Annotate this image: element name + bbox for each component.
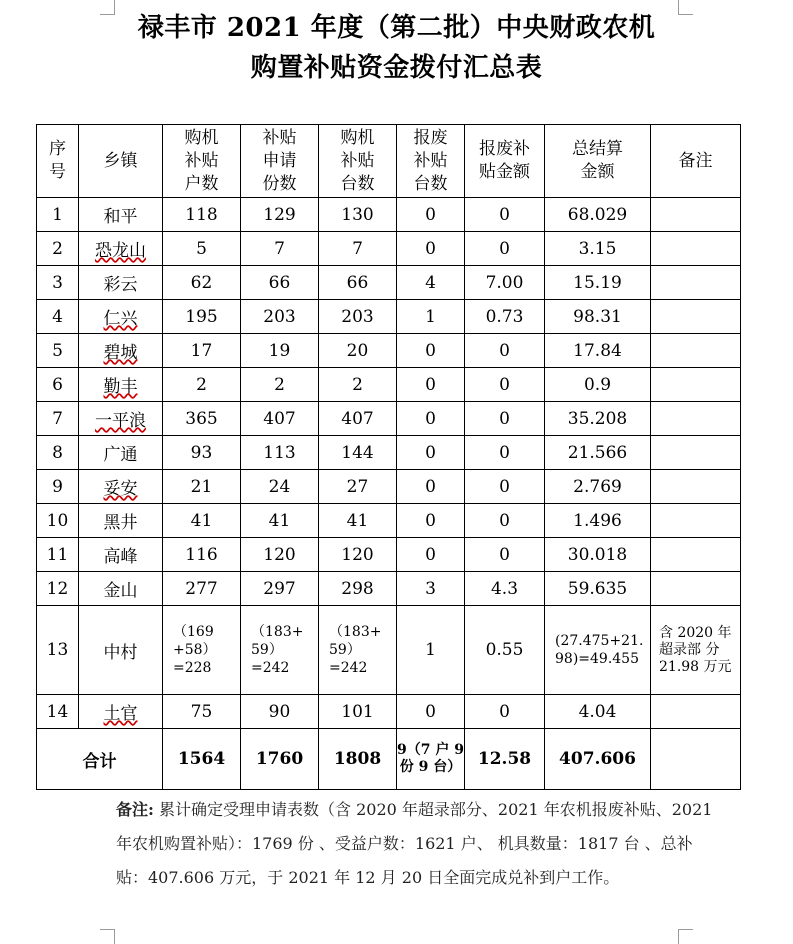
table-cell bbox=[651, 368, 741, 402]
subsidy-summary-table bbox=[36, 124, 741, 790]
column-header-text: 总结算 bbox=[572, 139, 623, 159]
table-cell: 0 bbox=[397, 504, 465, 538]
column-header-text: 补贴 bbox=[184, 150, 219, 171]
column-header-text: 金额 bbox=[580, 162, 615, 182]
table-cell: 7.00 bbox=[465, 266, 545, 300]
column-header bbox=[651, 125, 741, 198]
table-cell: 7 bbox=[319, 232, 397, 266]
total-cell: 12.58 bbox=[465, 729, 545, 790]
page-corner-mark bbox=[100, 929, 115, 944]
table-cell: 恐龙山 bbox=[79, 232, 163, 266]
table-cell: 0 bbox=[465, 695, 545, 729]
table-cell: 1.496 bbox=[545, 504, 651, 538]
table-cell: 2 bbox=[241, 368, 319, 402]
table-cell: 27 bbox=[319, 470, 397, 504]
column-header-text: 购机 bbox=[340, 127, 375, 148]
table-cell: 0 bbox=[465, 232, 545, 266]
column-header-text: 补贴 bbox=[413, 150, 448, 171]
table-cell: 41 bbox=[163, 504, 241, 538]
table-cell: 彩云 bbox=[79, 266, 163, 300]
table-cell: 0 bbox=[465, 368, 545, 402]
table-cell: 妥安 bbox=[79, 470, 163, 504]
document-title bbox=[0, 8, 793, 88]
column-header-text: 补贴 bbox=[340, 150, 375, 171]
table-cell: 0 bbox=[397, 695, 465, 729]
column-header-text: 报废 bbox=[413, 127, 448, 148]
column-header-text: 申请 bbox=[262, 150, 297, 171]
table-cell: 4 bbox=[397, 266, 465, 300]
table-cell: 144 bbox=[319, 436, 397, 470]
table-cell: 98.31 bbox=[545, 300, 651, 334]
table-row bbox=[37, 436, 741, 470]
table-cell: 277 bbox=[163, 572, 241, 606]
table-header-row bbox=[37, 125, 741, 198]
table-cell: 0.73 bbox=[465, 300, 545, 334]
column-header-text: 乡镇 bbox=[103, 150, 138, 171]
table-cell: 62 bbox=[163, 266, 241, 300]
column-header bbox=[465, 125, 545, 198]
table-cell: 90 bbox=[241, 695, 319, 729]
table-cell: 0.9 bbox=[545, 368, 651, 402]
table-cell: 广通 bbox=[79, 436, 163, 470]
column-header-text: 购机 bbox=[184, 127, 219, 148]
column-header-text: 台数 bbox=[413, 173, 448, 194]
column-header bbox=[79, 125, 163, 198]
table-cell: 3 bbox=[37, 266, 79, 300]
footnote bbox=[116, 793, 716, 895]
table-row bbox=[37, 266, 741, 300]
table-cell bbox=[651, 572, 741, 606]
table-cell: 14 bbox=[37, 695, 79, 729]
table-cell: 含 2020 年超录部 分 21.98 万元 bbox=[651, 606, 741, 695]
column-header-text: 贴金额 bbox=[479, 162, 530, 182]
title-line-1: 禄丰市 2021 年度（第二批）中央财政农机 bbox=[137, 13, 656, 43]
table-cell bbox=[651, 266, 741, 300]
table-cell: 30.018 bbox=[545, 538, 651, 572]
table-cell: 4.04 bbox=[545, 695, 651, 729]
table-cell: 3 bbox=[397, 572, 465, 606]
table-cell: 土官 bbox=[79, 695, 163, 729]
total-cell: 合计 bbox=[37, 729, 163, 790]
table-cell: 金山 bbox=[79, 572, 163, 606]
table-cell: 75 bbox=[163, 695, 241, 729]
table-cell: 365 bbox=[163, 402, 241, 436]
table-cell: 3.15 bbox=[545, 232, 651, 266]
table-cell: 11 bbox=[37, 538, 79, 572]
title-line-2: 购置补贴资金拨付汇总表 bbox=[250, 53, 543, 83]
table-cell: 0 bbox=[397, 198, 465, 232]
table-cell: 0 bbox=[397, 232, 465, 266]
total-cell: 9（7 户 9 份 9 台） bbox=[397, 729, 465, 790]
table-cell: 0 bbox=[465, 436, 545, 470]
column-header-text: 报废补 bbox=[479, 139, 530, 159]
table-cell: 0 bbox=[397, 470, 465, 504]
total-cell bbox=[651, 729, 741, 790]
table-cell bbox=[651, 402, 741, 436]
table-cell: 203 bbox=[241, 300, 319, 334]
total-cell: 1760 bbox=[241, 729, 319, 790]
table-cell bbox=[651, 504, 741, 538]
table-cell: 0 bbox=[465, 504, 545, 538]
table-row bbox=[37, 300, 741, 334]
table-cell: 129 bbox=[241, 198, 319, 232]
table-cell: 195 bbox=[163, 300, 241, 334]
table-cell: 59.635 bbox=[545, 572, 651, 606]
table-cell: 0 bbox=[465, 334, 545, 368]
table-cell: 黑井 bbox=[79, 504, 163, 538]
table-cell: 113 bbox=[241, 436, 319, 470]
table-cell: 0 bbox=[397, 402, 465, 436]
table-cell bbox=[651, 334, 741, 368]
table-cell: 21.566 bbox=[545, 436, 651, 470]
table-cell: 5 bbox=[163, 232, 241, 266]
table-cell: 20 bbox=[319, 334, 397, 368]
table-cell: 2 bbox=[37, 232, 79, 266]
table-cell: 118 bbox=[163, 198, 241, 232]
table-row bbox=[37, 232, 741, 266]
table-cell bbox=[651, 198, 741, 232]
table-row bbox=[37, 606, 741, 695]
table-cell: 120 bbox=[241, 538, 319, 572]
column-header bbox=[241, 125, 319, 198]
table-row bbox=[37, 504, 741, 538]
table-cell: 4.3 bbox=[465, 572, 545, 606]
table-cell: 一平浪 bbox=[79, 402, 163, 436]
table-cell: 407 bbox=[319, 402, 397, 436]
table-cell: 碧城 bbox=[79, 334, 163, 368]
table-cell: 24 bbox=[241, 470, 319, 504]
column-header bbox=[397, 125, 465, 198]
table-cell: 1 bbox=[37, 198, 79, 232]
table-cell: 0 bbox=[397, 436, 465, 470]
table-cell: 0 bbox=[397, 368, 465, 402]
table-cell: 68.029 bbox=[545, 198, 651, 232]
table-row bbox=[37, 334, 741, 368]
table-cell: 7 bbox=[241, 232, 319, 266]
table-row bbox=[37, 198, 741, 232]
table-row bbox=[37, 470, 741, 504]
table-cell: 4 bbox=[37, 300, 79, 334]
table-cell: 130 bbox=[319, 198, 397, 232]
table-cell: 19 bbox=[241, 334, 319, 368]
table-cell: 0 bbox=[465, 198, 545, 232]
column-header-text: 户数 bbox=[184, 173, 219, 194]
table-row bbox=[37, 402, 741, 436]
column-header bbox=[319, 125, 397, 198]
table-cell bbox=[651, 232, 741, 266]
table-cell: 15.19 bbox=[545, 266, 651, 300]
table-cell bbox=[651, 695, 741, 729]
table-cell: 203 bbox=[319, 300, 397, 334]
column-header-text: 补贴 bbox=[262, 127, 297, 148]
footnote-text: 累计确定受理申请表数（含 2020 年超录部分、2021 年农机报废补贴、2021 年农机购置补贴）：1769 份 、受益户数：1621 户、 机具数量：1817 台 、总补贴：407.606 万元，于 2021 年 12 月 20 日全面完成兑补到户工作。 bbox=[116, 800, 713, 887]
table-cell: 101 bbox=[319, 695, 397, 729]
table-cell: 2.769 bbox=[545, 470, 651, 504]
table-cell: 297 bbox=[241, 572, 319, 606]
total-row bbox=[37, 729, 741, 790]
table-cell: 298 bbox=[319, 572, 397, 606]
table-cell: (27.475+21. 98)=49.455 bbox=[545, 606, 651, 695]
table-cell: 中村 bbox=[79, 606, 163, 695]
table-cell: 93 bbox=[163, 436, 241, 470]
table-row bbox=[37, 538, 741, 572]
table-cell bbox=[651, 538, 741, 572]
table-cell: （183+ 59） =242 bbox=[319, 606, 397, 695]
table-cell: （169 +58） =228 bbox=[163, 606, 241, 695]
table-row bbox=[37, 695, 741, 729]
column-header bbox=[545, 125, 651, 198]
table-cell: 407 bbox=[241, 402, 319, 436]
table-cell: 高峰 bbox=[79, 538, 163, 572]
table-cell: 41 bbox=[319, 504, 397, 538]
table-cell: 12 bbox=[37, 572, 79, 606]
table-cell: 17.84 bbox=[545, 334, 651, 368]
table-cell: 和平 bbox=[79, 198, 163, 232]
column-header-text: 台数 bbox=[340, 173, 375, 194]
table-cell: 66 bbox=[319, 266, 397, 300]
table-cell bbox=[651, 436, 741, 470]
table-cell: 17 bbox=[163, 334, 241, 368]
table-cell: 0 bbox=[465, 402, 545, 436]
table-cell: 0 bbox=[397, 334, 465, 368]
table-cell: （183+ 59） =242 bbox=[241, 606, 319, 695]
total-cell: 1564 bbox=[163, 729, 241, 790]
table-cell: 勤丰 bbox=[79, 368, 163, 402]
table-cell: 1 bbox=[397, 606, 465, 695]
column-header bbox=[163, 125, 241, 198]
column-header-text: 号 bbox=[49, 162, 66, 182]
table-cell: 1 bbox=[397, 300, 465, 334]
footnote-label: 备注: bbox=[116, 800, 154, 819]
table-cell: 0 bbox=[397, 538, 465, 572]
table-cell: 7 bbox=[37, 402, 79, 436]
table-cell: 6 bbox=[37, 368, 79, 402]
table-cell: 9 bbox=[37, 470, 79, 504]
column-header bbox=[37, 125, 79, 198]
table-cell: 0.55 bbox=[465, 606, 545, 695]
table-cell: 10 bbox=[37, 504, 79, 538]
table-cell bbox=[651, 300, 741, 334]
column-header-text: 序 bbox=[49, 139, 66, 159]
table-cell: 8 bbox=[37, 436, 79, 470]
table-cell: 2 bbox=[319, 368, 397, 402]
page-corner-mark bbox=[678, 929, 693, 944]
table-cell bbox=[651, 470, 741, 504]
total-cell: 407.606 bbox=[545, 729, 651, 790]
table-cell: 66 bbox=[241, 266, 319, 300]
table-cell: 0 bbox=[465, 470, 545, 504]
table-cell: 116 bbox=[163, 538, 241, 572]
table-cell: 5 bbox=[37, 334, 79, 368]
table-cell: 0 bbox=[465, 538, 545, 572]
table-cell: 13 bbox=[37, 606, 79, 695]
table-cell: 21 bbox=[163, 470, 241, 504]
table-row bbox=[37, 572, 741, 606]
total-cell: 1808 bbox=[319, 729, 397, 790]
table-row bbox=[37, 368, 741, 402]
column-header-text: 备注 bbox=[678, 150, 713, 171]
table-cell: 120 bbox=[319, 538, 397, 572]
table-cell: 2 bbox=[163, 368, 241, 402]
column-header-text: 份数 bbox=[262, 173, 297, 194]
table-cell: 41 bbox=[241, 504, 319, 538]
table-cell: 仁兴 bbox=[79, 300, 163, 334]
table-cell: 35.208 bbox=[545, 402, 651, 436]
